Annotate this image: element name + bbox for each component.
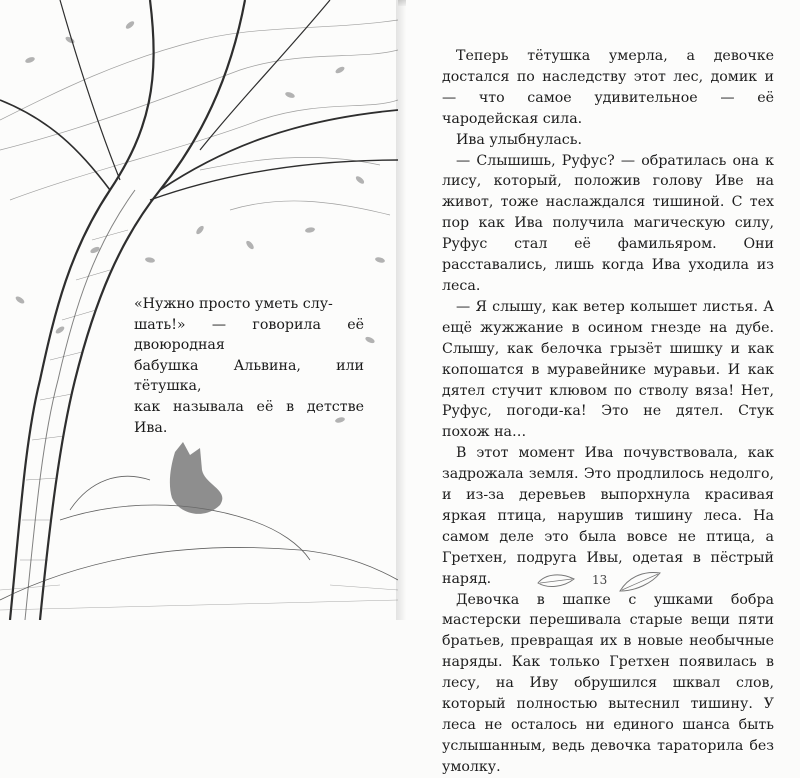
illustration-caption (134, 294, 364, 438)
feather-ornament-icon (616, 569, 662, 595)
story-text (442, 46, 774, 778)
page-number: 13 (592, 573, 608, 587)
illustration-page (0, 0, 398, 620)
caption-line: как называла её в детстве Ива. (134, 398, 364, 436)
paragraph: — Слышишь, Руфус? — обратилась она к лису, который, положив голову Иве на живот, тоже наслаждался тишиной. С тех пор как Ива получила магическую силу, Руфус стал её фамильяром. Они расставались, лишь когда Ива уходила из леса. (442, 152, 774, 294)
leaf-ornament-icon (536, 571, 576, 591)
paragraph: Девочка в шапке с ушками бобра мастерски перешивала старые вещи пяти братьев, превращая их в новые необычные наряды. Как только Гретхен появилась в лесу, на Иву обрушился шквал слов, который полностью вытеснил тишину. У леса не осталось ни единого шанса быть услышанным, ведь девочка тараторила без умолку. (442, 591, 774, 775)
paragraph: Теперь тётушка умерла, а девочке достался по наследству этот лес, домик и — что самое удивительное — её чародейская сила. (442, 48, 774, 127)
paragraph: — Я слышу, как ветер колышет листья. А ещё жужжание в осином гнезде на дубе. Слышу, как белочка грызёт шишку и как копошатся в муравейнике муравьи. И как дятел стучит клювом по стволу вяза! Нет, Руфус, погоди-ка! Это не дятел. Стук похож на… (442, 298, 774, 441)
text-page (406, 0, 800, 775)
paragraph: Ива улыбнулась. (456, 131, 582, 148)
caption-line: шать!» — говорила её двоюродная (134, 316, 364, 354)
caption-line: «Нужно просто уметь слу- (134, 296, 333, 312)
paragraph: В этот момент Ива почувствовала, как задрожала земля. Это продлилось недолго, и из-за деревьев выпорхнула красивая яркая птица, нарушив тишину леса. На самом деле это была вовсе не птица, а Гретхен, подруга Ивы, одетая в пёстрый наряд. (442, 445, 774, 587)
page-footer (536, 565, 666, 605)
book-gutter (396, 0, 406, 620)
caption-line: бабушка Альвина, или тётушка, (134, 357, 364, 395)
